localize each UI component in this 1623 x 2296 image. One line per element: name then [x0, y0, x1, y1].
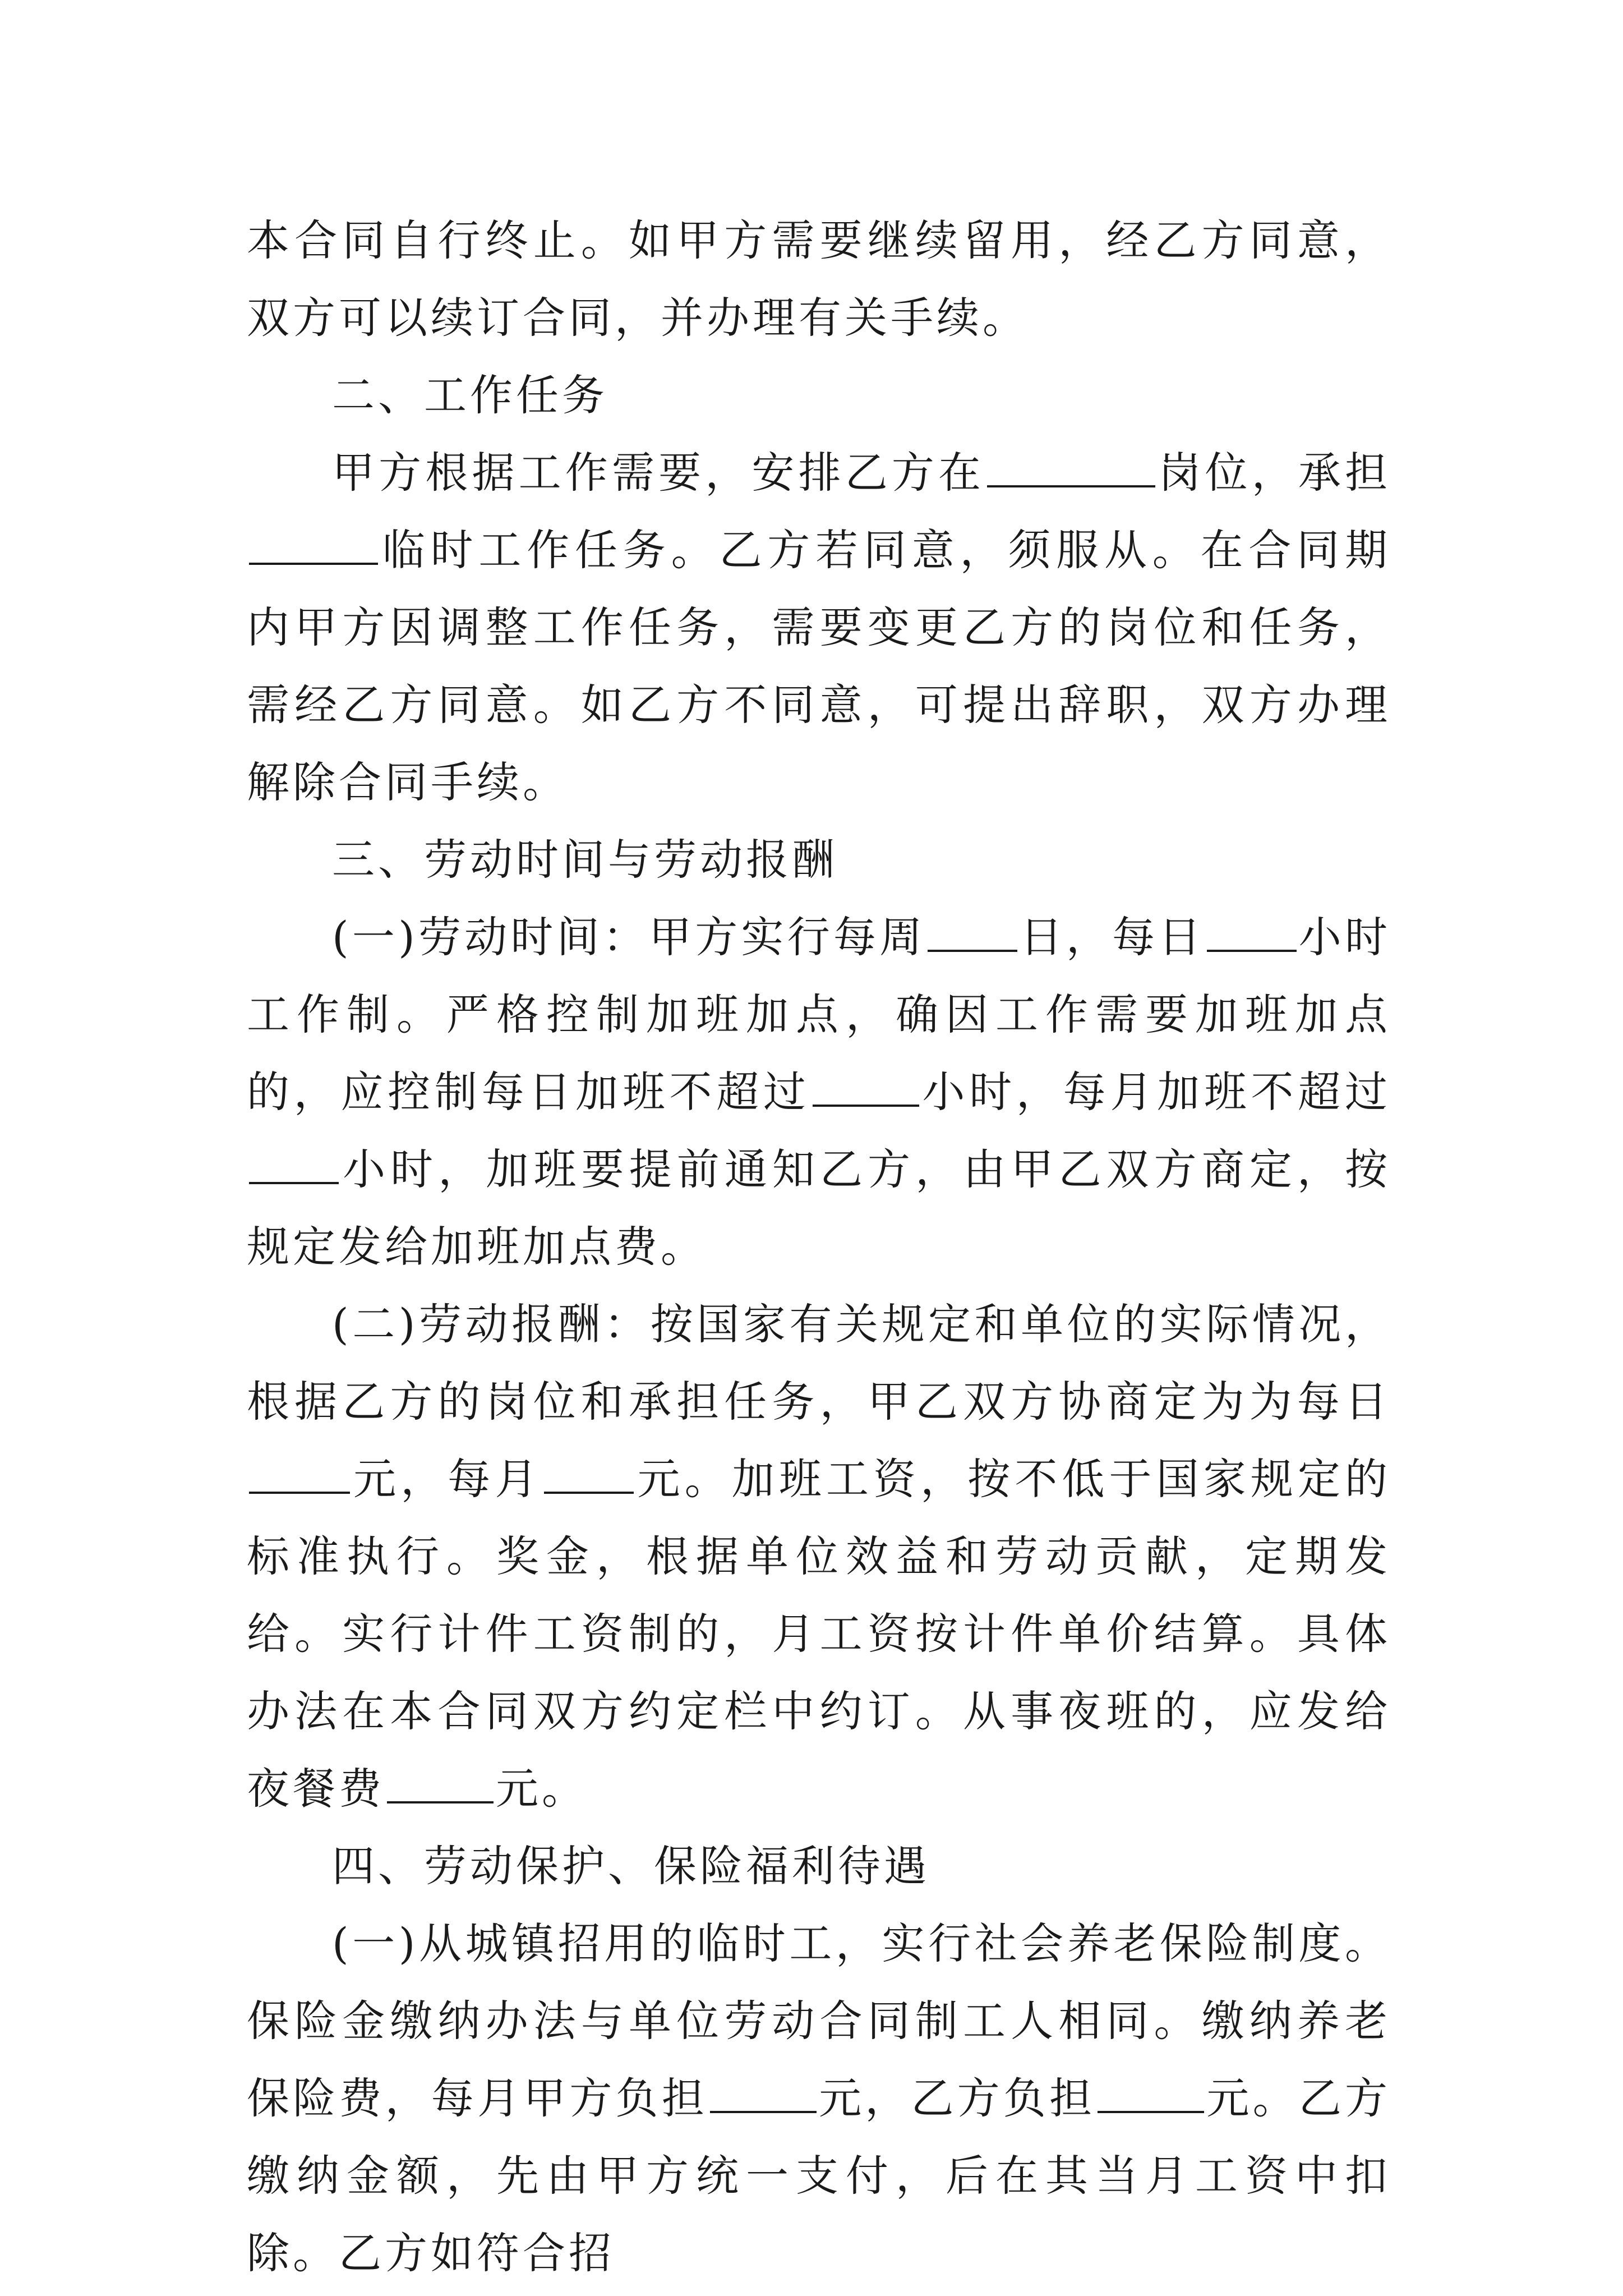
paragraph-contract-termination: [247, 202, 1391, 357]
paragraph-text: (一)劳动时间：甲方实行每周: [332, 912, 926, 962]
paragraph-text: (一)从城镇招用的临时工，实行社会养老保险制度。保险金缴纳办法与单位劳动合同制工人相同。缴纳养老保险费，每月甲方负担: [247, 1918, 1391, 2123]
night-meal-blank[interactable]: [387, 1762, 494, 1803]
paragraph-text: 元。: [496, 1764, 588, 1814]
heading-text: 三、劳动时间与劳动报酬: [332, 835, 838, 885]
monthly-overtime-blank[interactable]: [249, 1143, 339, 1184]
heading-text: 二、工作任务: [332, 370, 608, 420]
employer-contribution-blank[interactable]: [710, 2072, 817, 2113]
paragraph-pay: [247, 1286, 1391, 1828]
paragraph-text: 临时工作任务。乙方若同意，须服从。在合同期内甲方因调整工作任务，需要变更乙方的岗位和任务，需经乙方同意。如乙方不同意，可提出辞职，双方办理解除合同手续。: [247, 525, 1391, 807]
hours-per-day-blank[interactable]: [1207, 910, 1297, 952]
paragraph-text: 岗位，承担: [1158, 448, 1391, 498]
paragraph-text: 日，每日: [1020, 912, 1205, 962]
daily-pay-blank[interactable]: [249, 1452, 350, 1494]
section-heading-working-hours-pay: [247, 821, 1391, 899]
paragraph-text: 小时，每月加班不超过: [921, 1067, 1391, 1117]
daily-overtime-blank[interactable]: [813, 1065, 919, 1107]
section-heading-work-tasks: [247, 357, 1391, 434]
paragraph-text: 本合同自行终止。如甲方需要继续留用，经乙方同意，双方可以续订合同，并办理有关手续。: [247, 215, 1391, 343]
paragraph-text: 元，每月: [352, 1454, 542, 1504]
paragraph-text: 元，乙方负担: [818, 2073, 1096, 2123]
paragraph-work-tasks: [247, 434, 1391, 821]
position-blank[interactable]: [987, 446, 1155, 487]
paragraph-text: 元。乙方缴纳金额，先由甲方统一支付，后在其当月工资中扣除。乙方如符合招: [247, 2073, 1391, 2278]
section-heading-protection-insurance: [247, 1828, 1391, 1905]
paragraph-text: 元。加班工资，按不低于国家规定的标准执行。奖金，根据单位效益和劳动贡献，定期发给。实行计件工资制的，月工资按计件单价结算。具体办法在本合同双方约定栏中约订。从事夜班的，应发给夜餐费: [247, 1454, 1391, 1814]
employee-contribution-blank[interactable]: [1098, 2072, 1204, 2113]
paragraph-pension-insurance: [247, 1905, 1391, 2292]
monthly-pay-blank[interactable]: [544, 1452, 634, 1494]
heading-text: 四、劳动保护、保险福利待遇: [332, 1841, 930, 1891]
paragraph-text: 甲方根据工作需要，安排乙方在: [332, 448, 985, 498]
paragraph-working-hours: [247, 899, 1391, 1286]
paragraph-text: (二)劳动报酬：按国家有关规定和单位的实际情况，根据乙方的岗位和承担任务，甲乙双方协商定为为每日: [247, 1299, 1391, 1427]
task-blank[interactable]: [249, 523, 378, 565]
paragraph-text: 小时，加班要提前通知乙方，由甲乙双方商定，按规定发给加班加点费。: [247, 1144, 1391, 1272]
paragraph-text: 小时工作制。严格控制加班加点，确因工作需要加班加点的，应控制每日加班不超过: [247, 912, 1391, 1117]
days-per-week-blank[interactable]: [928, 910, 1017, 952]
document-page: [247, 202, 1391, 2292]
